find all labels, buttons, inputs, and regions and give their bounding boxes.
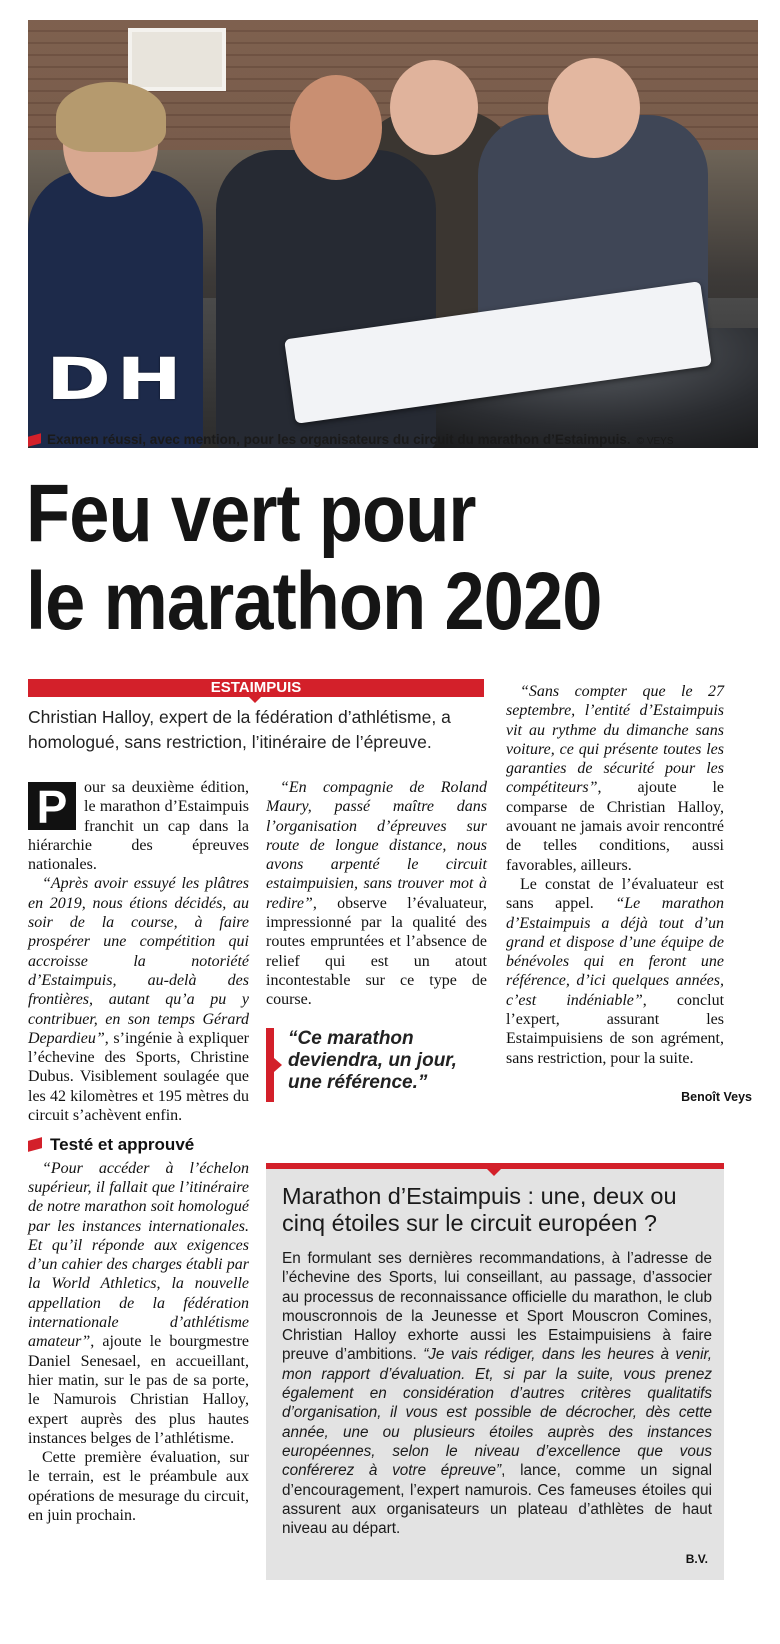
sidebar-box: [266, 1163, 724, 1580]
location-kicker: ESTAIMPUIS: [28, 679, 484, 697]
article-column-3: [506, 682, 724, 1068]
author-signature: Benoît Veys: [681, 1090, 752, 1104]
sidebar-signature: B.V.: [685, 1552, 708, 1566]
paragraph: “Sans compter que le 27 septembre, l’entité d’Estaimpuis vit au rythme du dimanche sans voiture, ce qui présente toutes les garanties de sécurité pour les compétiteurs”, ajoute le comparse de Christian Halloy, avouant ne jamais avoir rencontré de telles conditions, aussi favorables, ailleurs.: [506, 683, 724, 874]
article-column-2: [266, 778, 487, 1010]
headline: Feu vert pour le marathon 2020: [26, 468, 602, 647]
paragraph: “En compagnie de Roland Maury, passé maître dans l’organisation d’épreuves sur route de longue distance, nous avons arpenté le circuit estaimpuisien, sans trouver mot à redire”, observe l’évaluateur, impressionné par la qualité des routes empruntées et l’absence de relief qui est un atout incontestable sur ce type de course.: [266, 779, 487, 1009]
dropcap: P: [28, 782, 76, 830]
sidebar-text: En formulant ses dernières recommandations, à l’adresse de l’échevine des Sports, lui conseillant, au passage, d’associer au processus de reconnaissance officielle du marathon, le club mouscronnois de la Jeunesse et Sport Mouscron Comines, Christian Halloy exhorte aussi les Estaimpuisiens à faire preuve d’ambitions. “Je vais rédiger, dans les heures à venir, mon rapport d’évaluation. Et, si par la suite, vous prenez également en considération d’autres critères qualitatifs d’organisation, il vous est possible de décrocher, dès cette année, une ou plusieurs étoiles auprès des instances européennes, selon le niveau d’excellence que vous conférerez à votre épreuve”, lance, comme un signal d’encouragement, l’expert namurois. Ces fameuses étoiles qui assurent aux organisateurs un plateau d’athlètes de haut niveau au départ.: [282, 1250, 712, 1538]
paragraph: P our sa deuxième édition, le marathon d’Estaimpuis franchit un cap dans la hiérarchie des épreuves nationales.: [28, 779, 249, 874]
paragraph: “Après avoir essuyé les plâtres en 2019, nous étions décidés, au soir de la course, à faire prospérer une compétition qui accroisse la notoriété d’Estaimpuis, au-delà des frontières, autant qu’a pu y contribuer, en son temps Gérard Depardieu”, s’ingénie à expliquer l’échevine des Sports, Christine Dubus. Visiblement soulagée que les 42 kilomètres et 195 mètres du circuit s’achèvent enfin.: [28, 875, 249, 1125]
subheading-marker-icon: [28, 1138, 42, 1153]
article-column-1: [28, 778, 249, 1525]
caption-marker-icon: [28, 433, 41, 446]
article-photo: [28, 20, 758, 448]
paragraph: Le constat de l’évaluateur est sans appel. “Le marathon d’Estaimpuis a déjà tout d’un grand et dispose d’une équipe de bénévoles qui en feront une référence, d’ici quelques années, c’est indéniable”, conclut l’expert, assurant les Estaimpuisiens de son agrément, sans restriction, pour la suite.: [506, 875, 725, 1067]
paragraph: Cette première évaluation, sur le terrain, est le préambule aux opérations de mesurage du circuit, en juin prochain.: [28, 1449, 249, 1524]
subheading: Testé et approuvé: [28, 1135, 249, 1154]
photo-caption: Examen réussi, avec mention, pour les organisateurs du circuit du marathon d’Estaimpuis. © VEYS: [28, 432, 768, 447]
pull-quote: “Ce marathon deviendra, un jour, une référence.”: [266, 1028, 488, 1102]
photo-credit: © VEYS: [636, 436, 674, 447]
article-lead: Christian Halloy, expert de la fédération d’athlétisme, a homologué, sans restriction, l’itinéraire de l’épreuve.: [28, 707, 451, 752]
sidebar-title: Marathon d’Estaimpuis : une, deux ou cinq étoiles sur le circuit européen ?: [282, 1183, 677, 1236]
dh-logo: DH: [46, 345, 188, 413]
paragraph: “Pour accéder à l’échelon supérieur, il fallait que l’itinéraire de notre marathon soit homologué par les instances internationales. Et qu’il réponde aux exigences d’un cahier des charges établi par la World Athletics, la nouvelle appellation de la fédération internationale d’athlétisme amateur”, ajoute le bourgmestre Daniel Senesael, en accueillant, hier matin, sur le pas de sa porte, le Namurois Christian Halloy, expert auprès des plus hautes instances belges de l’athlétisme.: [28, 1159, 249, 1447]
